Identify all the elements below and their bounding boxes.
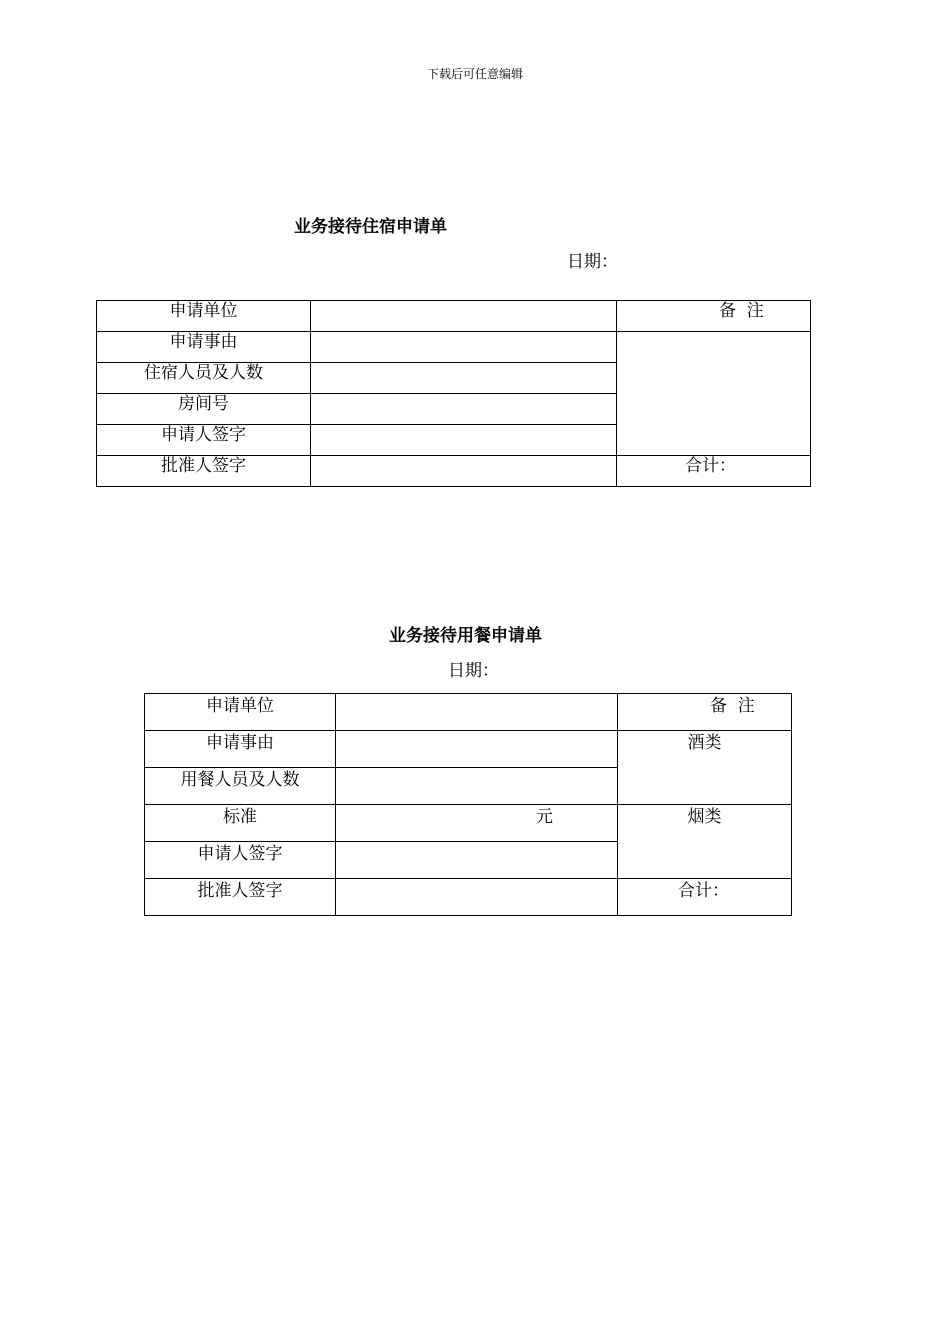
table-row (97, 456, 811, 487)
standard-unit: 元 (536, 807, 553, 827)
diners-field[interactable] (336, 768, 618, 805)
total-label: 合计： (617, 456, 811, 487)
row-label-applicant-signature: 申请人签字 (97, 425, 311, 456)
remark-header: 备 注 (617, 301, 811, 332)
approver-signature-field[interactable] (336, 879, 618, 916)
row-label-guests: 住宿人员及人数 (97, 363, 311, 394)
accommodation-form-table (96, 300, 811, 487)
table-row (145, 879, 792, 916)
table-row (145, 731, 792, 768)
standard-field[interactable] (336, 805, 618, 842)
meal-date-label: 日期： (448, 661, 499, 681)
reason-field[interactable] (311, 332, 617, 363)
table-row (145, 805, 792, 842)
accommodation-form-title: 业务接待住宿申请单 (294, 217, 447, 237)
room-number-field[interactable] (311, 394, 617, 425)
table-row (97, 332, 811, 363)
meal-form-table (144, 693, 792, 916)
guests-field[interactable] (311, 363, 617, 394)
tobacco-field[interactable] (618, 805, 792, 879)
row-label-applicant-unit: 申请单位 (97, 301, 311, 332)
applicant-unit-field[interactable] (336, 694, 618, 731)
table-row (97, 301, 811, 332)
liquor-field[interactable] (618, 731, 792, 805)
remark-field[interactable] (617, 332, 811, 456)
applicant-signature-field[interactable] (311, 425, 617, 456)
liquor-label: 酒类 (687, 733, 722, 753)
approver-signature-field[interactable] (311, 456, 617, 487)
row-label-room-number: 房间号 (97, 394, 311, 425)
total-label: 合计： (618, 879, 792, 916)
accommodation-date-label: 日期： (567, 252, 618, 272)
page-header-note: 下载后可任意编辑 (426, 67, 523, 81)
row-label-approver-signature: 批准人签字 (145, 879, 336, 916)
row-label-diners: 用餐人员及人数 (145, 768, 336, 805)
row-label-reason: 申请事由 (97, 332, 311, 363)
meal-form-title: 业务接待用餐申请单 (389, 626, 542, 646)
applicant-unit-field[interactable] (311, 301, 617, 332)
table-row (145, 694, 792, 731)
row-label-applicant-signature: 申请人签字 (145, 842, 336, 879)
row-label-approver-signature: 批准人签字 (97, 456, 311, 487)
row-label-standard: 标准 (145, 805, 336, 842)
row-label-reason: 申请事由 (145, 731, 336, 768)
reason-field[interactable] (336, 731, 618, 768)
row-label-applicant-unit: 申请单位 (145, 694, 336, 731)
applicant-signature-field[interactable] (336, 842, 618, 879)
tobacco-label: 烟类 (687, 807, 722, 827)
remark-header: 备 注 (618, 694, 792, 731)
